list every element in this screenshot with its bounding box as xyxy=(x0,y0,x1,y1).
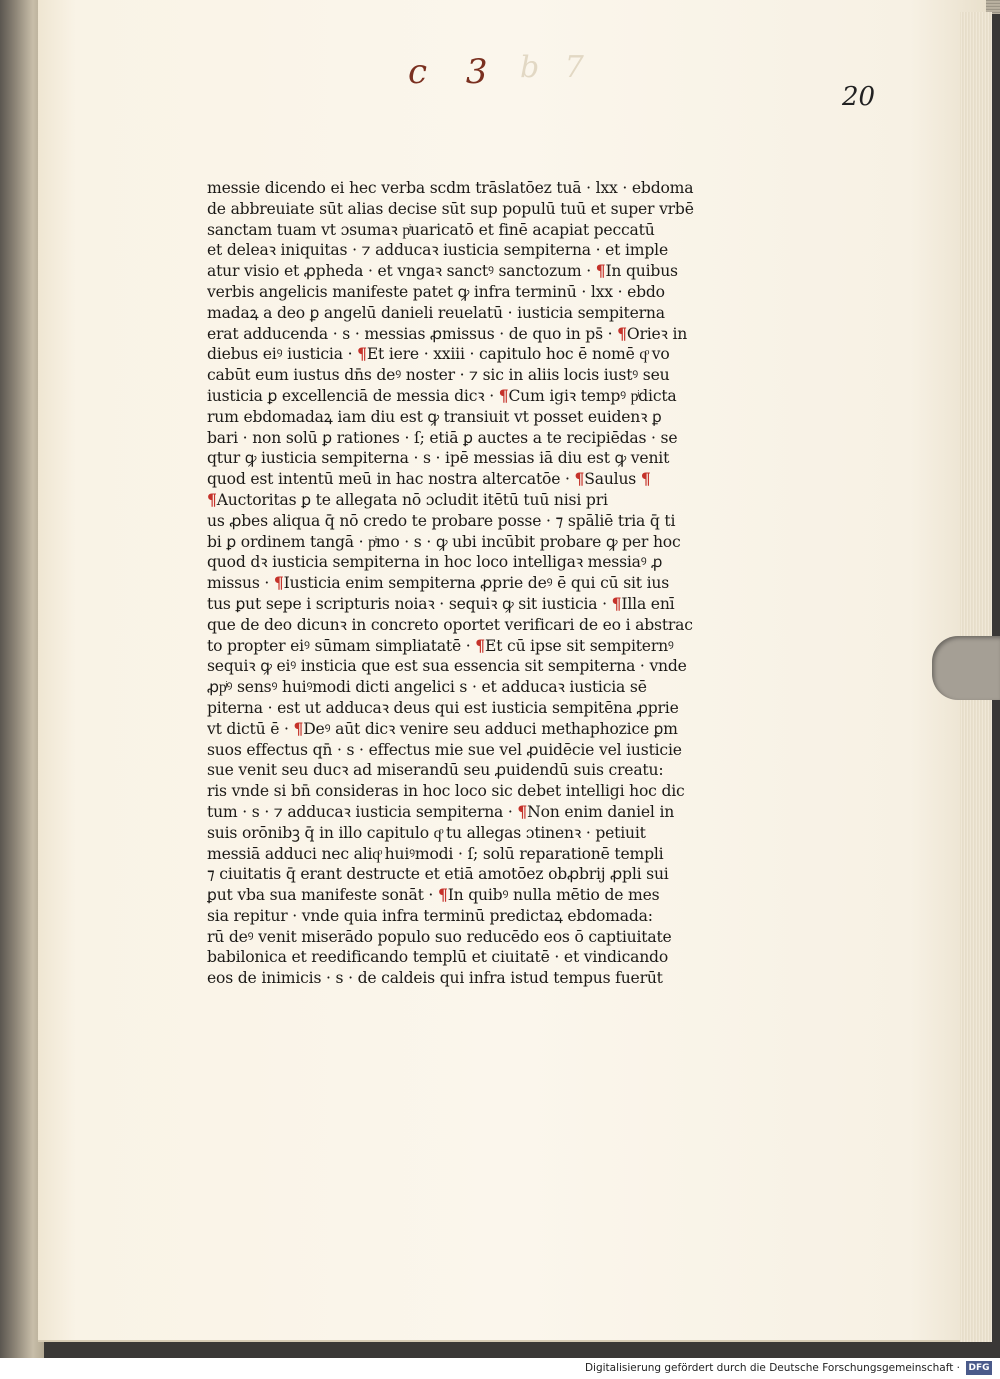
funding-credit: Digitalisierung gefördert durch die Deutsche Forschungsgemeinschaft · xyxy=(584,1362,960,1374)
text-line: rū deꝰ venit miserādo populo suo reducēdo eos ō captiuitate xyxy=(207,927,672,946)
text-line: cabūt eum iustus dn̄s deꝰ noster · ⁊ sic in aliis locis iustꝰ seu xyxy=(207,366,670,385)
dfg-logo: DFG xyxy=(966,1361,992,1375)
text-line: messie dicendo ei hec verba scdm trāslatōez tuā · lxx · ebdoma xyxy=(207,179,694,197)
text-line: bari · non solū ꝑ rationes · ſ; etiā ꝑ auctes a te recipiēdas · se xyxy=(207,428,678,447)
text-line: atur visio et ꝓpheda · et vngaꝛ sanctꝰ sanctozum · ¶In quibus xyxy=(207,261,678,281)
text-line: ris vnde si bn̄ consideras in hoc loco sic debet intelligi hoc dic xyxy=(207,782,685,801)
text-line: verbis angelicis manifeste patet ꝙ infra terminū · lxx · ebdo xyxy=(207,282,665,301)
text-line: que de deo dicunꝛ in concreto oportet verificari de eo i abstrac xyxy=(207,615,693,634)
text-line: erat adducenda · s · messias ꝓmissus · de quo in ps̄ · ¶Orieꝛ in xyxy=(207,323,688,343)
footer-bar xyxy=(0,1358,1000,1379)
text-line: madaꝝ a deo ꝑ angelū danieli reuelatū · iusticia sempiterna xyxy=(207,303,665,322)
faded-pencil-mark: b 7 xyxy=(520,50,592,85)
text-line: vt dictū ē · ¶Deꝰ aūt dicꝛ venire seu adduci methaphozice ꝑm xyxy=(207,718,678,738)
text-line: suis orōnibꝫ q̄ in illo capitulo qͦ tu allegas ɔtinenꝛ · petiuit xyxy=(207,823,646,842)
text-line: piterna · est ut adducaꝛ deus qui est iusticia sempitēna ꝓprie xyxy=(207,698,679,717)
text-line: sue venit seu ducꝛ ad miserandū seu ꝓuidendū suis creatu: xyxy=(207,761,664,780)
text-line: ⁊ ciuitatis q̄ erant destructe et etiā amotōez obꝓbrij ꝓpli sui xyxy=(207,865,669,884)
text-line: messiā adduci nec aliqͦ huiꝰmodi · ſ; solū reparationē templi xyxy=(207,844,664,863)
text-line: eos de inimicis · s · de caldeis qui infra istud tempus fuerūt xyxy=(207,969,663,988)
text-line: suos effectus qn̄ · s · effectus mie sue vel ꝓuidēcie vel iusticie xyxy=(207,740,682,759)
quire-signature-mark: c 3 xyxy=(408,52,502,92)
text-line: diebus eiꝰ iusticia · ¶Et iere · xxiii · capitulo hoc ē nomē qͦ vo xyxy=(207,344,670,364)
folio-number: 20 xyxy=(842,82,876,112)
text-line: et deleaꝛ iniquitas · ⁊ adducaꝛ iusticia sempiterna · et imple xyxy=(207,241,668,260)
text-line: babilonica et reedificando templū et ciuitatē · et vindicando xyxy=(207,948,669,967)
text-line: quod dꝛ iusticia sempiterna in hoc loco intelligaꝛ messiaꝰ ꝓ xyxy=(207,553,663,572)
text-line: de abbreuiate sūt alias decise sūt sup populū tuū et super vrbē xyxy=(207,199,694,218)
text-line: us ꝓbes aliqua q̄ nō credo te probare posse · ⁊ spāliē tria q̄ ti xyxy=(207,511,676,530)
text-line: rum ebdomadaꝝ iam diu est ꝙ transiuit vt posset euidenꝛ ꝑ xyxy=(207,407,662,426)
text-line: quod est intentū meū in hac nostra altercatōe · ¶Saulus ¶ xyxy=(207,469,651,489)
text-line: sanctam tuam vt ɔsumaꝛ pͥuaricatō et finē acapiat peccatū xyxy=(207,220,655,239)
page-clip xyxy=(932,636,1000,700)
text-line: bi ꝑ ordinem tangā · pͥmo · s · ꝙ ubi incūbit probare ꝙ per hoc xyxy=(207,532,681,551)
text-line: sia repitur · vnde quia infra terminū predictaꝝ ebdomada: xyxy=(207,906,653,925)
text-line: qtur ꝙ iusticia sempiterna · s · ipē messias iā diu est ꝙ venit xyxy=(207,449,670,468)
text-line: to propter eiꝰ sūmam simpliatatē · ¶Et cū ipse sit sempiternꝰ xyxy=(207,635,674,655)
text-line: missus · ¶Iusticia enim sempiterna ꝓprie deꝰ ē qui cū sit ius xyxy=(207,573,670,593)
text-line: sequiꝛ ꝙ eiꝰ insticia que est sua essencia sit sempiterna · vnde xyxy=(207,657,687,676)
text-line: tum · s · ⁊ adducaꝛ iusticia sempiterna · ¶Non enim daniel in xyxy=(207,801,675,821)
text-block xyxy=(207,178,722,989)
text-line: ꝓpͥꝰ sensꝰ huiꝰmodi dicti angelici s · et adducaꝛ iusticia sē xyxy=(207,678,647,697)
text-line: tus ꝑut sepe i scripturis noiaꝛ · sequiꝛ ꝙ sit iusticia · ¶Illa enī xyxy=(207,593,675,613)
text-line: ꝑut vba sua manifeste sonāt · ¶In quibꝰ nulla mētio de mes xyxy=(207,885,660,905)
text-line: iusticia ꝑ excellenciā de messia dicꝛ · ¶Cum igiꝛ tempꝰ pͥdicta xyxy=(207,385,677,405)
text-line: ¶Auctoritas ꝑ te allegata nō ɔcludit itētū tuū nisi pri xyxy=(207,489,608,509)
